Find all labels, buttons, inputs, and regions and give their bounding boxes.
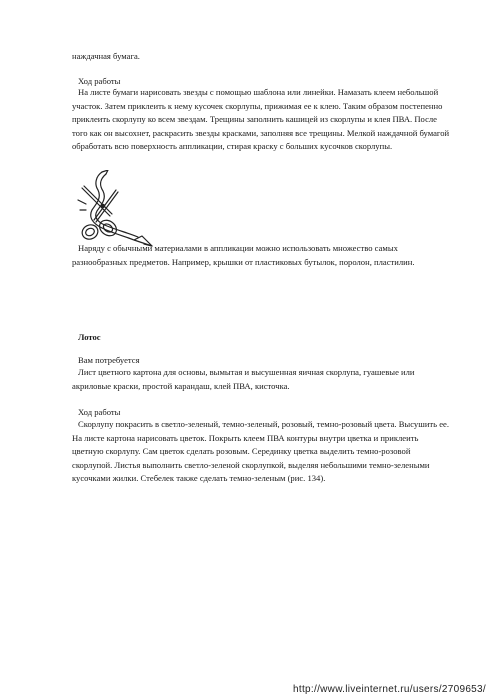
text-line-continuation: наждачная бумага. (72, 51, 140, 61)
footer-url: http://www.liveinternet.ru/users/2709653/ (293, 684, 486, 695)
needs-heading: Вам потребуется (78, 355, 140, 365)
work-paragraph-1: На листе бумаги нарисовать звезды с помощью шаблона или линейки. Намазать клеем небольшой участок. Затем приклеить к нему кусочек скорлупы, прижимая ее к клею. Таким образом постепенно приклеить скорлупу ко всем звездам. Трещины заполнить кашицей из скорлупы и клея ПВА. После того как он высохнет, раскрасить звезды красками, заполняя все трещины. Мелкой наждачной бумагой обработать всю поверхность аппликации, стирая краску с больших кусочков скорлупы. (72, 87, 450, 152)
section-title: Лотос (78, 332, 101, 342)
note-paragraph: Наряду с обычными материалами в аппликации можно использовать множество самых разнообразных предметов. Например, крышки от пластиковых бутылок, поролон, пластилин. (72, 243, 415, 267)
work-heading-2: Ход работы (78, 407, 121, 417)
work-heading-1: Ход работы (78, 76, 121, 86)
scissors-ribbon-illustration (72, 170, 158, 252)
needs-paragraph: Лист цветного картона для основы, вымытая и высушенная яичная скорлупа, гуашевые или акриловые краски, простой карандаш, клей ПВА, кисточка. (72, 367, 415, 391)
work-paragraph-2: Скорлупу покрасить в светло-зеленый, темно-зеленый, розовый, темно-розовый цвета. Высушить ее. На листе картона нарисовать цветок. Покрыть клеем ПВА контуры внутри цветка и приклеить цветную скорлупу. Сам цветок сделать розовым. Серединку цветка выделить темно-розовой скорлупой. Листья выполнить светло-зеленой скорлупкой, выделяя небольшими темно-зелеными кусочками жилки. Стебелек также сделать темно-зеленым (рис. 134). (72, 419, 450, 484)
